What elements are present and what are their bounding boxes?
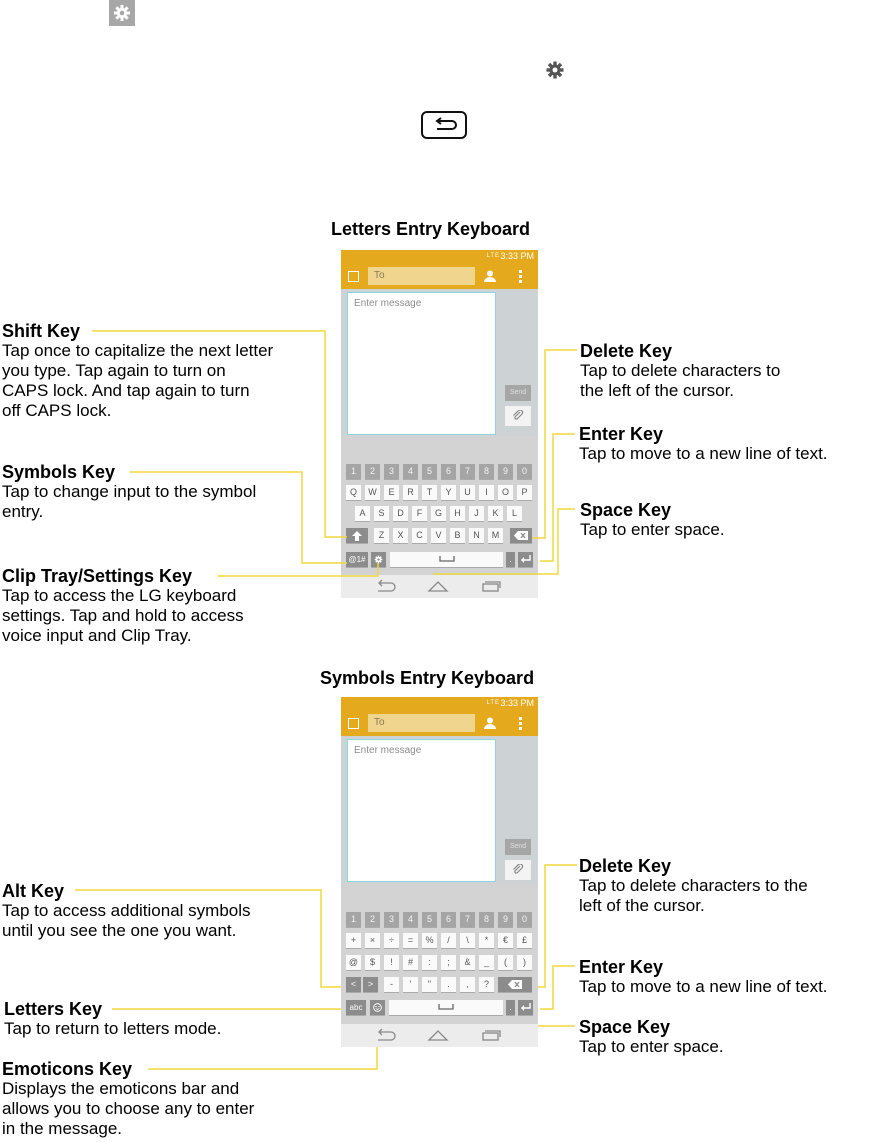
- key[interactable]: Y: [441, 485, 456, 500]
- key[interactable]: C: [412, 528, 427, 543]
- nav-bar: [341, 575, 538, 598]
- backspace-icon: [508, 980, 522, 989]
- callout-title: Symbols Key: [2, 462, 116, 482]
- key[interactable]: 5: [422, 912, 437, 927]
- letters-key-callout: [4, 999, 221, 1039]
- key[interactable]: €: [498, 933, 513, 948]
- message-area: [341, 736, 538, 883]
- key[interactable]: 7: [460, 464, 475, 479]
- clip-tray-settings-key[interactable]: [371, 552, 386, 567]
- paperclip-icon: [512, 410, 524, 422]
- delete-key-callout: [580, 341, 780, 401]
- app-bar: [341, 264, 538, 289]
- letters-keyboard-title: Letters Entry Keyboard: [331, 219, 531, 239]
- enter-key[interactable]: [518, 1000, 533, 1015]
- key[interactable]: D: [393, 506, 408, 521]
- key[interactable]: F: [412, 506, 427, 521]
- paperclip-icon: [512, 864, 524, 876]
- callout-title: Enter Key: [579, 957, 664, 977]
- key[interactable]: ': [403, 977, 418, 992]
- enter-key-callout-2: [579, 957, 828, 997]
- message-area: [341, 289, 538, 436]
- delete-key[interactable]: [510, 528, 532, 543]
- callout-line: allows you to choose any to enter: [2, 1099, 255, 1118]
- key[interactable]: 2: [365, 912, 380, 927]
- callout-line: settings. Tap and hold to access: [2, 606, 244, 625]
- key[interactable]: E: [384, 485, 399, 500]
- callout-line: left of the cursor.: [579, 896, 705, 915]
- nav-bar: [341, 1024, 538, 1047]
- key[interactable]: L: [507, 506, 522, 521]
- message-input[interactable]: Enter message: [347, 739, 496, 882]
- alt-key-callout: [2, 881, 251, 941]
- alt-key-right[interactable]: >: [363, 977, 378, 992]
- enter-key-callout: [579, 424, 828, 464]
- space-key[interactable]: [390, 552, 503, 567]
- nav-home-icon[interactable]: [427, 1028, 449, 1042]
- callout-line: Tap to enter space.: [579, 1037, 724, 1056]
- period-key[interactable]: .: [506, 1000, 515, 1015]
- shift-key[interactable]: [346, 528, 368, 543]
- enter-arrow-icon: [521, 555, 531, 563]
- send-button[interactable]: Send: [505, 839, 531, 855]
- callout-title: Shift Key: [2, 321, 81, 341]
- person-icon[interactable]: [484, 270, 496, 282]
- key[interactable]: 0: [517, 912, 532, 927]
- key[interactable]: *: [479, 933, 494, 948]
- attach-button[interactable]: [505, 406, 531, 426]
- symbols-phone-screenshot: [341, 697, 538, 1047]
- key[interactable]: .: [441, 977, 456, 992]
- key[interactable]: ": [422, 977, 437, 992]
- overflow-menu-icon[interactable]: [519, 270, 522, 285]
- key[interactable]: P: [517, 485, 532, 500]
- status-time: 3:33 PM: [500, 251, 534, 261]
- key[interactable]: S: [374, 506, 389, 521]
- key[interactable]: O: [498, 485, 513, 500]
- key[interactable]: &: [460, 955, 475, 970]
- key[interactable]: 3: [384, 912, 399, 927]
- enter-arrow-icon: [521, 1003, 531, 1011]
- callout-line: Tap to access the LG keyboard: [2, 586, 237, 605]
- key[interactable]: 1: [346, 464, 361, 479]
- key[interactable]: 3: [384, 464, 399, 479]
- callout-line: the left of the cursor.: [580, 381, 735, 400]
- key[interactable]: /: [441, 933, 456, 948]
- backspace-icon: [514, 531, 528, 540]
- callout-line: off CAPS lock.: [2, 401, 112, 420]
- contacts-grid-icon[interactable]: [348, 271, 359, 282]
- key[interactable]: I: [479, 485, 494, 500]
- nav-back-icon[interactable]: [375, 579, 397, 593]
- app-bar: [341, 711, 538, 736]
- key[interactable]: 9: [498, 464, 513, 479]
- key[interactable]: U: [460, 485, 475, 500]
- clip-tray-settings-key-callout: [2, 566, 244, 646]
- nav-home-icon[interactable]: [427, 579, 449, 593]
- period-key[interactable]: .: [506, 552, 515, 567]
- message-input[interactable]: Enter message: [347, 292, 496, 435]
- person-icon[interactable]: [484, 717, 496, 729]
- callout-line: Tap to delete characters to: [580, 361, 781, 380]
- delete-key-callout-2: [579, 856, 808, 916]
- symbols-key-callout: [2, 462, 256, 522]
- key[interactable]: W: [365, 485, 380, 500]
- callout-title: Letters Key: [4, 999, 103, 1019]
- key[interactable]: 9: [498, 912, 513, 927]
- key[interactable]: A: [355, 506, 370, 521]
- symbols-keyboard-title: Symbols Entry Keyboard: [320, 668, 535, 688]
- key[interactable]: ): [517, 955, 532, 970]
- key[interactable]: T: [422, 485, 437, 500]
- status-time: 3:33 PM: [500, 698, 534, 708]
- callout-line: CAPS lock. And tap again to turn: [2, 381, 250, 400]
- delete-key[interactable]: [498, 977, 532, 992]
- callout-title: Clip Tray/Settings Key: [2, 566, 193, 586]
- key[interactable]: 4: [403, 464, 418, 479]
- key[interactable]: H: [450, 506, 465, 521]
- key[interactable]: %: [422, 933, 437, 948]
- settings-gear-icon: [545, 60, 565, 85]
- overflow-menu-icon[interactable]: [519, 717, 522, 732]
- key[interactable]: -: [384, 977, 399, 992]
- callout-line: voice input and Clip Tray.: [2, 626, 192, 645]
- key[interactable]: K: [488, 506, 503, 521]
- key[interactable]: =: [403, 933, 418, 948]
- callout-title: Delete Key: [580, 341, 673, 361]
- callout-line: entry.: [2, 502, 44, 521]
- key[interactable]: @: [346, 955, 361, 970]
- status-bar: [341, 250, 538, 264]
- contacts-grid-icon[interactable]: [348, 718, 359, 729]
- key[interactable]: !: [384, 955, 399, 970]
- callout-line: Tap to move to a new line of text.: [579, 977, 828, 996]
- emoticons-key[interactable]: [370, 1000, 385, 1015]
- key[interactable]: £: [517, 933, 532, 948]
- space-key-callout-2: [579, 1017, 724, 1057]
- emoticons-key-callout: [2, 1059, 254, 1139]
- key[interactable]: ?: [479, 977, 494, 992]
- settings-gear-icon: [109, 0, 135, 26]
- key[interactable]: 5: [422, 464, 437, 479]
- key[interactable]: #: [403, 955, 418, 970]
- key[interactable]: :: [422, 955, 437, 970]
- key[interactable]: 8: [479, 464, 494, 479]
- callout-line: Tap to delete characters to the: [579, 876, 808, 895]
- symbols-key[interactable]: @1#: [346, 552, 368, 567]
- smiley-icon: [373, 1003, 382, 1012]
- nav-recents-icon[interactable]: [481, 579, 501, 593]
- nav-back-icon[interactable]: [375, 1028, 397, 1042]
- key[interactable]: V: [431, 528, 446, 543]
- nav-recents-icon[interactable]: [481, 1028, 501, 1042]
- callout-line: you type. Tap again to turn on: [2, 361, 226, 380]
- symbols-keyboard: [341, 888, 538, 1027]
- callout-title: Alt Key: [2, 881, 65, 901]
- network-label: LTE: [486, 700, 500, 706]
- key[interactable]: +: [346, 933, 361, 948]
- back-key-icon: [421, 111, 467, 139]
- callout-line: Tap to move to a new line of text.: [579, 444, 828, 463]
- key[interactable]: Z: [374, 528, 389, 543]
- key[interactable]: N: [469, 528, 484, 543]
- alt-key-left[interactable]: <: [346, 977, 361, 992]
- key[interactable]: 6: [441, 464, 456, 479]
- key[interactable]: \: [460, 933, 475, 948]
- callout-line: Tap to change input to the symbol: [2, 482, 257, 501]
- shift-key-callout: [2, 321, 273, 421]
- key[interactable]: 8: [479, 912, 494, 927]
- callout-title: Space Key: [579, 1017, 671, 1037]
- callout-line: Tap to return to letters mode.: [4, 1019, 222, 1038]
- space-key-callout: [580, 500, 725, 540]
- key[interactable]: J: [469, 506, 484, 521]
- to-field[interactable]: To: [368, 714, 475, 732]
- callout-line: Tap once to capitalize the next letter: [2, 341, 274, 360]
- to-field[interactable]: To: [368, 267, 475, 285]
- letters-keyboard: [341, 436, 538, 575]
- letters-phone-screenshot: [341, 250, 538, 598]
- key[interactable]: R: [403, 485, 418, 500]
- key[interactable]: Q: [346, 485, 361, 500]
- key[interactable]: X: [393, 528, 408, 543]
- key[interactable]: 2: [365, 464, 380, 479]
- enter-key[interactable]: [518, 552, 533, 567]
- callout-line: Tap to access additional symbols: [2, 901, 251, 920]
- key[interactable]: 1: [346, 912, 361, 927]
- space-bar-icon: [438, 1004, 454, 1010]
- callout-title: Enter Key: [579, 424, 664, 444]
- key[interactable]: _: [479, 955, 494, 970]
- key[interactable]: G: [431, 506, 446, 521]
- letters-key[interactable]: abc: [346, 1000, 366, 1015]
- key[interactable]: 4: [403, 912, 418, 927]
- key[interactable]: ,: [460, 977, 475, 992]
- callout-title: Delete Key: [579, 856, 672, 876]
- space-bar-icon: [439, 556, 455, 562]
- key[interactable]: (: [498, 955, 513, 970]
- send-button[interactable]: Send: [505, 385, 531, 401]
- shift-arrow-icon: [352, 531, 362, 541]
- key[interactable]: ÷: [384, 933, 399, 948]
- network-label: LTE: [486, 253, 500, 259]
- attach-button[interactable]: [505, 860, 531, 880]
- key[interactable]: 0: [517, 464, 532, 479]
- key[interactable]: 6: [441, 912, 456, 927]
- key[interactable]: 7: [460, 912, 475, 927]
- key[interactable]: M: [488, 528, 503, 543]
- settings-gear-icon: [374, 555, 383, 564]
- key[interactable]: ;: [441, 955, 456, 970]
- space-key[interactable]: [389, 1000, 503, 1015]
- callout-line: in the message.: [2, 1119, 123, 1138]
- key[interactable]: B: [450, 528, 465, 543]
- callout-line: until you see the one you want.: [2, 921, 237, 940]
- callout-line: Tap to enter space.: [580, 520, 725, 539]
- key[interactable]: ×: [365, 933, 380, 948]
- status-bar: [341, 697, 538, 711]
- callout-line: Displays the emoticons bar and: [2, 1079, 240, 1098]
- key[interactable]: $: [365, 955, 380, 970]
- callout-title: Space Key: [580, 500, 672, 520]
- callout-title: Emoticons Key: [2, 1059, 133, 1079]
